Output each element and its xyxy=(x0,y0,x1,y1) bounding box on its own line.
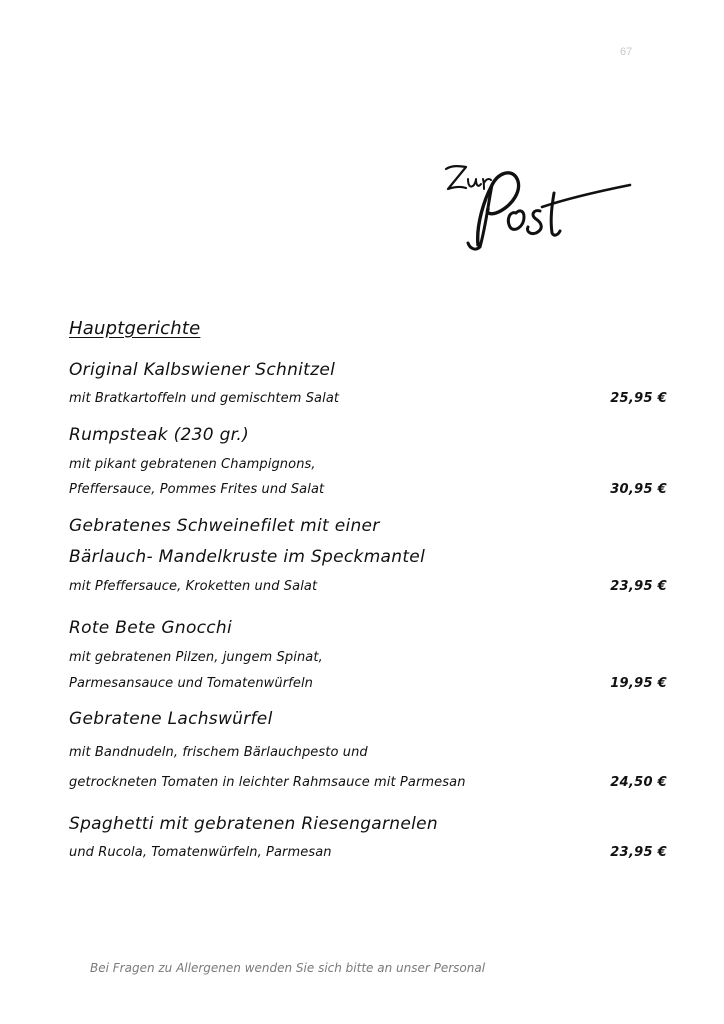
section-heading-hauptgerichte: Hauptgerichte xyxy=(69,318,201,339)
dish-price: 25,95 € xyxy=(610,391,667,406)
dish-title: Spaghetti mit gebratenen Riesengarnelen xyxy=(69,814,438,834)
dish-description: mit Pfeffersauce, Kroketten und Salat xyxy=(69,579,318,594)
dish-title: Bärlauch- Mandelkruste im Speckmantel xyxy=(69,547,426,567)
dish-title: Original Kalbswiener Schnitzel xyxy=(69,360,336,380)
zur-post-logo xyxy=(440,155,640,255)
dish-description: mit pikant gebratenen Champignons, xyxy=(69,457,316,472)
dish-price: 24,50 € xyxy=(610,775,667,790)
dish-description: Parmesansauce und Tomatenwürfeln xyxy=(69,676,314,691)
dish-title: Gebratenes Schweinefilet mit einer xyxy=(69,516,380,536)
dish-description: Pfeffersauce, Pommes Frites und Salat xyxy=(69,482,325,497)
dish-description: und Rucola, Tomatenwürfeln, Parmesan xyxy=(69,845,332,860)
dish-price: 23,95 € xyxy=(610,845,667,860)
dish-title: Rote Bete Gnocchi xyxy=(69,618,233,638)
dish-title: Gebratene Lachswürfel xyxy=(69,709,273,729)
dish-description: mit gebratenen Pilzen, jungem Spinat, xyxy=(69,650,323,665)
dish-price: 23,95 € xyxy=(610,579,667,594)
dish-description: mit Bratkartoffeln und gemischtem Salat xyxy=(69,391,340,406)
page-number: 67 xyxy=(620,46,633,58)
dish-description: mit Bandnudeln, frischem Bärlauchpesto und xyxy=(69,745,368,760)
allergen-note: Bei Fragen zu Allergenen wenden Sie sich bitte an unser Personal xyxy=(90,961,486,975)
dish-description: getrockneten Tomaten in leichter Rahmsauce mit Parmesan xyxy=(69,775,466,790)
dish-title: Rumpsteak (230 gr.) xyxy=(69,425,250,445)
dish-price: 19,95 € xyxy=(610,676,667,691)
dish-price: 30,95 € xyxy=(610,482,667,497)
